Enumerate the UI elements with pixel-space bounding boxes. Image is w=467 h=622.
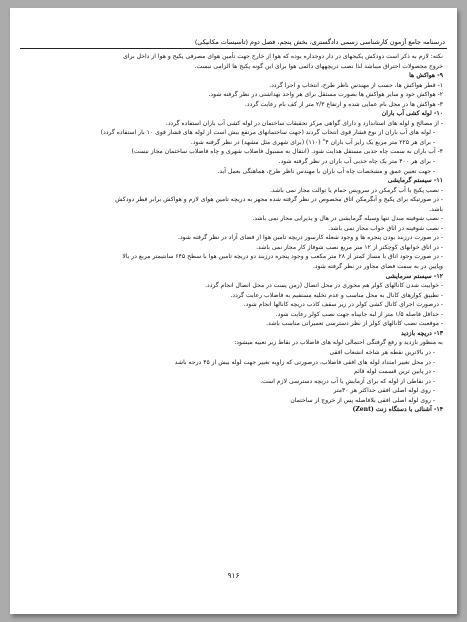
body-line: ۲- هواکش خود و سایر هواکش ها بصورت مستقل برای هر واحد بهداشتی در نظر گرفته شود. xyxy=(208,91,443,99)
body-line: ۳- هواکش ها در محل بام عمایی شده و ارتفاع ۲/۳ متر از کف بام رعایت گردد. xyxy=(244,100,443,108)
body-line: - روی لوله اصلی افقی بلافاصله پس از خروج از ساختمان xyxy=(290,396,435,404)
body-line: - در صورتیکه برای پکیج و آبگرمکن اتاق مخصوص در نظر گرفته شده مجهز به دریچه تامین هوای لازم و هواکش برابر قطر دودکش xyxy=(115,196,443,204)
section-heading: ۱۳- دریچه بازدید xyxy=(401,329,443,337)
section-heading: ۱۲- سیستم سرمایشی xyxy=(385,272,443,280)
body-line: - در نقاطی از لوله که برای آزمایش یا آب دریچه دسترسی لازم است. xyxy=(260,377,435,385)
body-line: - در پایین ترین قسمت لوله قائم xyxy=(354,368,435,376)
section-heading: ۱۰- لوله کشی آب باران xyxy=(381,110,443,118)
body-line: - جهت تعیین عمق و مشخصات چاه آب باران با مهندس ناظر طرح، هماهنگی بعمل آید. xyxy=(217,167,435,175)
running-header: درسنامه جامع آزمون کارشناسی رسمی دادگستری، بخش پنجم، فصل دوم (تاسیسات مکانیکی) xyxy=(20,38,447,49)
body-line: نکته: لازم به ذکر است دودکش پکیجهای در دار دوجداره بوده که هوا از خارج جهت تأمین هوای مصرفی پکیج و هوا از داخل برای xyxy=(123,53,443,60)
section-heading: ۹- هواکش ها xyxy=(409,72,443,80)
section-heading: ۱۴- آشنائی با دستگاه زنت (Zent) xyxy=(352,406,443,414)
body-line: - نصب شوفینه در اتاق خواب مجاز نمی باشد. xyxy=(328,224,443,232)
body-line: - تطبیق کوارهای کانال به محل مناسب و عدم تخلیه مستقیم به فاضلاب رعایت گردد. xyxy=(230,291,443,299)
body-line: - روی لوله اصلی افقی حداکثر هر ۳۰متر xyxy=(333,387,435,395)
body-line: باشد. xyxy=(429,205,443,213)
body-line: ۴- آب باران به سمت چاه جذبی مستقل هدایت شود. (انتقال به مسیول فاضلاب شهری و چاه فاضلاب ساختمان مجاز نیست) xyxy=(131,148,443,156)
body-line: - برای هر ۲۲۵ متر مربع یک رایز آب باران ۴" (۱۱۰) (برای شهری مثل مشهد) در نظر گرفته شود. xyxy=(190,138,435,146)
body-line: - در بالاترین نقطه هر شاخه انشعاب افقی xyxy=(329,348,435,356)
document-body xyxy=(24,52,443,552)
body-line: - برای هر ۴۰۰ متر یک چاه جذبی آب باران در نظر گرفته شود. xyxy=(278,158,435,166)
body-line: - نصب پکیج یا آب گرمکن در سرویس حمام یا توالت مجاز نمی باشد. xyxy=(269,186,443,194)
body-line: به منظور بازدید و رفع گرفتگی احتمالی لوله های فاضلاب در نقاط زیر تعبیه میشود: xyxy=(234,339,443,347)
body-line: - از مصالح و لوله های استاندارد و دارای گواهی مرکز تحقیقات ساختمان در لوله کشی آب باران استفاده گردد. xyxy=(165,119,443,127)
body-line: خروج محصولات احتراق میباشد لذا نصب دریچههای دائمی هوا برای این گونه پکیج ها الزامی نیست. xyxy=(194,62,443,70)
body-line: وپایین در به سمت فضای مجاور در نظر گرفته شود. xyxy=(313,263,443,271)
body-line: - موقعیت نصب کانالهای کولر از نظر دسترسی تعمیراتی مناسب باشد. xyxy=(266,320,443,328)
body-line: - در محل تغییر امتداد لوله های افقی فاضلاب، درصورتی که زاویه تغییر جهت لوله بیش از ۴۵ درجه باشد xyxy=(174,358,435,366)
body-line: - خوابیت شدن کانالهای کولر هم محوری در محل اتصال (زمن پست در محل اتصال انجام گردد. xyxy=(205,282,443,290)
page-number: ۹۱۶ xyxy=(227,571,240,580)
body-line: - در اتاق خوابهای کوچکتر از ۱۲ متر مربع نصب شوفاژ کار مجاز نمی باشد. xyxy=(256,243,443,251)
body-line: - در صورت وجود اتاق با مساژ کمتر از ۲۸ متر مکعب و وجود پنجره درزبند دو دریچه تامین هوا با سطح ۶۴۵ سانتیمتر مربع در بالا xyxy=(122,253,443,261)
body-line: - درصورت اجرای کانال کشی کولر در زیر سقف کاذب دریچه کانالها انجام شود. xyxy=(243,301,443,309)
body-line: - در صورت درزبند بودن پنجره ها و وجود شعله کارسوز دریچه تامین هوا از فضای آزاد در نظر گرفته شود. xyxy=(178,234,443,242)
body-line: ۱- قطر هواکش ها، حسب از مهندس ناظر طرح، انتخاب و اجرا گردد. xyxy=(269,81,443,89)
document-page xyxy=(10,8,457,614)
body-line: - نصب شوفینه مبدل تنها وسیله گرمایشی در هال و پذیرایی مجاز نمی باشد. xyxy=(252,215,443,223)
body-line: - لوله های آب باران از نوع فشار قوی انتخاب گردند (جهت ساختمانهای مرتفع بیش است از لوله های فشار قوی ۱۰ بار استفاده گردد) xyxy=(100,129,435,137)
section-heading: ۱۱- سیستم گرمایشی xyxy=(387,177,443,185)
body-line: - حداقل فاصله ۱/۵ متر از لبه جانپناه جهت نصب کولر رعایت شود. xyxy=(275,310,443,318)
